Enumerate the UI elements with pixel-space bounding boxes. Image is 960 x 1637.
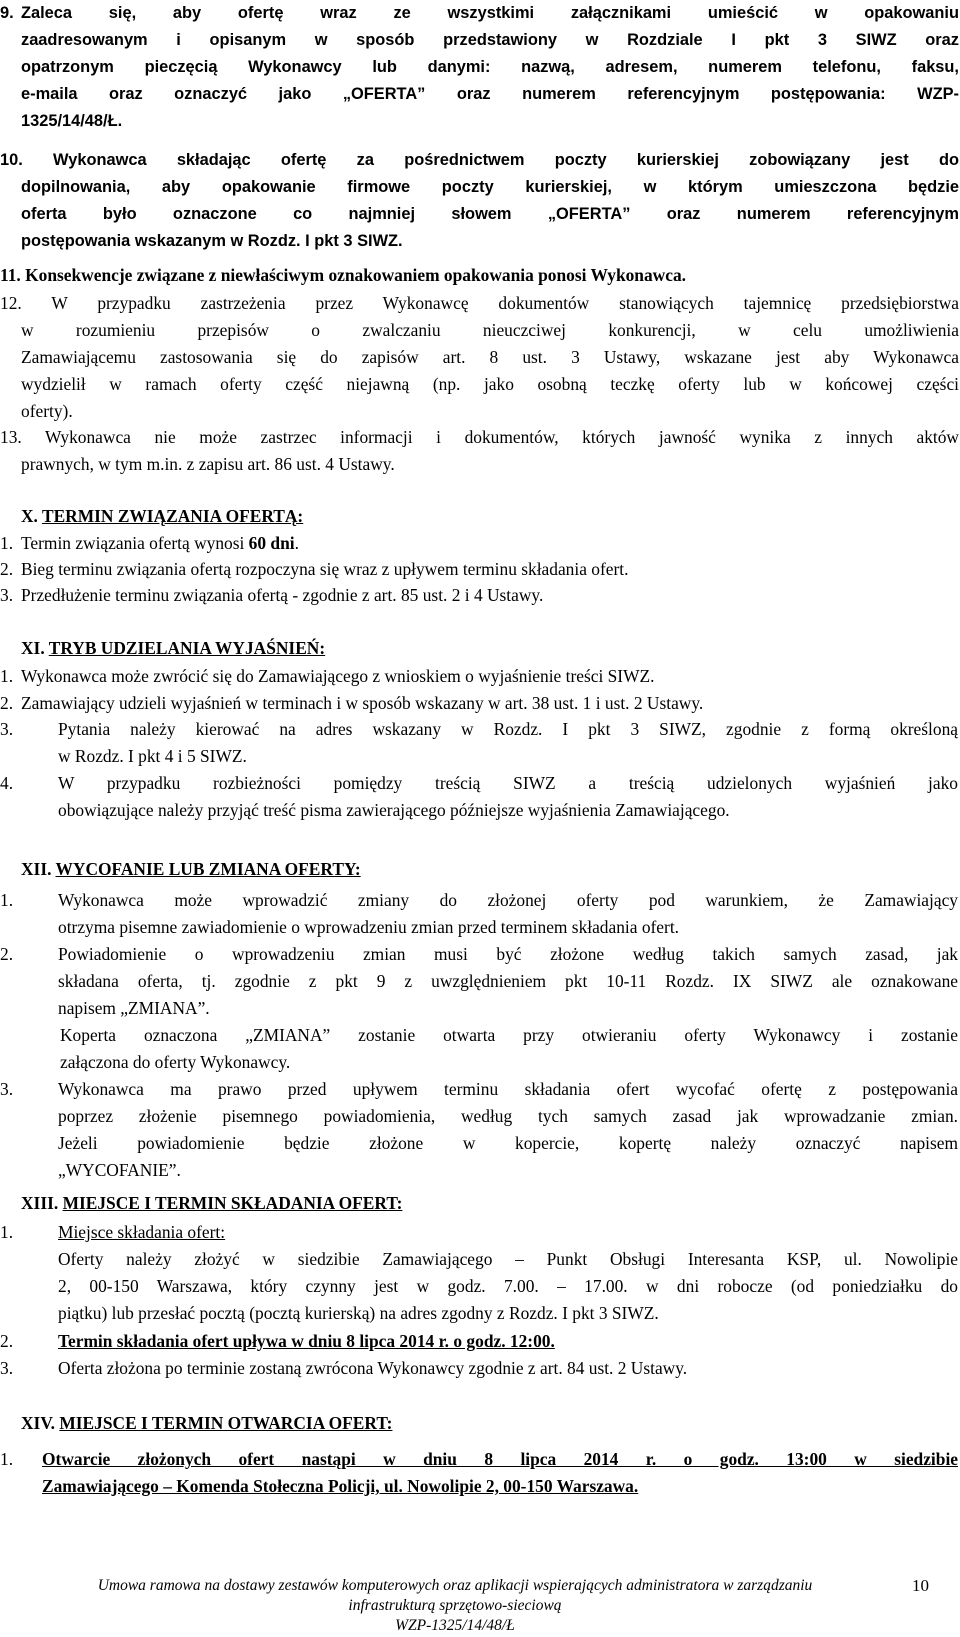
text-line: „WYCOFANIE”. xyxy=(58,1160,181,1180)
paragraph-number: 9. xyxy=(0,4,14,22)
text-line: zaadresowanym i opisanym w sposób przedstawiony w Rozdziale I pkt 3 SIWZ oraz xyxy=(21,31,959,49)
text-line: Powiadomienie o wprowadzeniu zmian musi być złożone według takich samych zasad, jak xyxy=(58,944,958,964)
text-line: Bieg terminu związania ofertą rozpoczyna się wraz z upływem terminu składania ofert. xyxy=(21,559,629,579)
paragraph-10 xyxy=(0,147,959,255)
item-number: 2. xyxy=(0,559,14,579)
text-line: Wykonawca może zwrócić się do Zamawiającego z wnioskiem o wyjaśnienie treści SIWZ. xyxy=(21,666,655,686)
section-number: XIII. xyxy=(21,1193,59,1213)
text-fragment: . xyxy=(294,533,299,553)
section-xii-item-2-note xyxy=(60,1022,958,1076)
footer-line: infrastrukturą sprzętowo-sieciową xyxy=(348,1597,562,1614)
text-line: w rozumieniu przepisów o zwalczaniu nieuczciwej konkurencji, w celu umożliwienia xyxy=(21,320,959,340)
text-line: opatrzonym pieczęcią Wykonawcy lub danymi: nazwą, adresem, numerem telefonu, faksu, xyxy=(21,58,959,76)
section-x-item-3 xyxy=(0,582,959,609)
text-line: 10. Wykonawca składając ofertę za pośrednictwem poczty kurierskiej zobowiązany jest do xyxy=(0,151,959,169)
item-number: 3. xyxy=(0,585,14,605)
text-line: 12. W przypadku zastrzeżenia przez Wykonawcę dokumentów stanowiących tajemnicę przedsiębiorstwa xyxy=(0,293,959,313)
paragraph-9 xyxy=(0,0,959,135)
section-title: TRYB UDZIELANIA WYJAŚNIEŃ: xyxy=(48,638,326,658)
text-line: postępowania wskazanym w Rozdz. I pkt 3 SIWZ. xyxy=(21,232,403,250)
item-number: 1. xyxy=(0,533,14,553)
section-xi-item-2 xyxy=(0,690,959,717)
section-title: MIEJSCE I TERMIN SKŁADANIA OFERT: xyxy=(62,1193,403,1213)
text-line: poprzez złożenie pisemnego powiadomienia, według tych samych zasad jak wprowadzanie zmian. xyxy=(58,1106,958,1126)
section-xiii-item-3 xyxy=(0,1355,958,1382)
text-line: Koperta oznaczona „ZMIANA” zostanie otwarta przy otwieraniu oferty Wykonawcy i zostanie xyxy=(60,1025,958,1045)
text-line: W przypadku rozbieżności pomiędzy treścią SIWZ a treścią udzielonych wyjaśnień jako xyxy=(58,773,958,793)
text-line: 1325/14/48/Ł. xyxy=(21,112,123,130)
text-line: napisem „ZMIANA”. xyxy=(58,998,210,1018)
section-title: TERMIN ZWIĄZANIA OFERTĄ: xyxy=(41,506,304,526)
opening-text: Zamawiającego – Komenda Stołeczna Policji, ul. Nowolipie 2, 00-150 Warszawa. xyxy=(42,1476,639,1496)
opening-text: Otwarcie złożonych ofert nastąpi w dniu 8 lipca 2014 r. o godz. 13:00 w siedzibie xyxy=(42,1449,958,1469)
item-number: 2. xyxy=(0,944,14,964)
text-line: wydzielił w ramach oferty część niejawną (np. jako osobną teczkę oferty lub w końcowej części xyxy=(21,374,959,394)
text-line: oferty). xyxy=(21,401,73,421)
text-line: dopilnowania, aby opakowanie firmowe poczty kurierskiej, w którym umieszczona będzie xyxy=(21,178,959,196)
item-number: 1. xyxy=(0,666,14,686)
text-line: Pytania należy kierować na adres wskazany w Rozdz. I pkt 3 SIWZ, zgodnie z formą określoną xyxy=(58,719,958,739)
item-number: 3. xyxy=(0,719,14,739)
text-line: Wykonawca ma prawo przed upływem terminu składania ofert wycofać ofertę z postępowania xyxy=(58,1079,958,1099)
section-xiv-heading xyxy=(21,1410,392,1437)
item-number: 3. xyxy=(0,1358,14,1378)
footer-reference: WZP-1325/14/48/Ł xyxy=(395,1617,515,1634)
section-number: XI. xyxy=(21,638,45,658)
text-line: 11. Konsekwencje związane z niewłaściwym oznakowaniem opakowania ponosi Wykonawca. xyxy=(0,265,686,285)
section-xi-item-1 xyxy=(0,663,959,690)
section-xiii-item-1 xyxy=(0,1219,958,1327)
text-line: Oferty należy złożyć w siedzibie Zamawiającego – Punkt Obsługi Interesanta KSP, ul. Nowolipie xyxy=(58,1249,958,1269)
text-line: obowiązujące należy przyjąć treść pisma zawierającego późniejsze wyjaśnienia Zamawiającego. xyxy=(58,800,730,820)
section-xi-item-4 xyxy=(0,770,958,824)
section-number: XIV. xyxy=(21,1413,55,1433)
text-line: oferta było oznaczone co najmniej słowem „OFERTA” oraz numerem referencyjnym xyxy=(21,205,959,223)
item-number: 4. xyxy=(0,773,14,793)
text-line: Jeżeli powiadomienie będzie złożone w kopercie, kopertę należy oznaczyć napisem xyxy=(58,1133,958,1153)
item-number: 1. xyxy=(0,890,14,910)
item-heading: Miejsce składania ofert: xyxy=(58,1222,226,1242)
footer-line: Umowa ramowa na dostawy zestawów komputerowych oraz aplikacji wspierających administratora w zarządzaniu xyxy=(97,1577,813,1594)
paragraph-12 xyxy=(0,290,959,425)
deadline-text: Termin składania ofert upływa w dniu 8 lipca 2014 r. o godz. 12:00. xyxy=(58,1331,555,1351)
text-line: Zamawiającemu zastosowania się do zapisów art. 8 ust. 3 Ustawy, wskazane jest aby Wykonawca xyxy=(21,347,959,367)
text-line: Wykonawca może wprowadzić zmiany do złożonej oferty pod warunkiem, że Zamawiający xyxy=(58,890,958,910)
item-number: 1. xyxy=(0,1449,14,1469)
item-number: 1. xyxy=(0,1222,14,1242)
text-line: prawnych, w tym m.in. z zapisu art. 86 ust. 4 Ustawy. xyxy=(21,454,395,474)
item-number: 3. xyxy=(0,1079,14,1099)
text-line: składana oferta, tj. zgodnie z pkt 9 z uwzględnieniem pkt 10-11 Rozdz. IX SIWZ ale oznakowane xyxy=(58,971,958,991)
text-line: w Rozdz. I pkt 4 i 5 SIWZ. xyxy=(58,746,247,766)
section-xii-item-3 xyxy=(0,1076,958,1184)
text-line: Zaleca się, aby ofertę wraz ze wszystkimi załącznikami umieścić w opakowaniu xyxy=(21,4,959,22)
section-title: MIEJSCE I TERMIN OTWARCIA OFERT: xyxy=(59,1413,393,1433)
section-xii-item-1 xyxy=(0,887,958,941)
section-xi-heading xyxy=(21,635,325,662)
section-x-item-2 xyxy=(0,556,959,583)
bold-value: 60 dni xyxy=(248,533,295,553)
text-line: załączona do oferty Wykonawcy. xyxy=(60,1052,291,1072)
text-line: Oferta złożona po terminie zostaną zwrócona Wykonawcy zgodnie z art. 84 ust. 2 Ustawy. xyxy=(58,1358,688,1378)
text-line: Przedłużenie terminu związania ofertą - zgodnie z art. 85 ust. 2 i 4 Ustawy. xyxy=(21,585,544,605)
section-xiii-item-2 xyxy=(0,1328,958,1355)
section-xiv-item-1 xyxy=(0,1446,958,1500)
page-number: 10 xyxy=(912,1576,929,1595)
section-number: XII. xyxy=(21,859,52,879)
page-footer xyxy=(0,1576,910,1636)
section-xi-item-3 xyxy=(0,716,958,770)
text-line: Zamawiający udzieli wyjaśnień w terminach i w sposób wskazany w art. 38 ust. 1 i ust. 2 Ustawy. xyxy=(21,693,704,713)
section-xiii-heading xyxy=(21,1190,402,1217)
section-x-item-1 xyxy=(0,530,959,557)
section-number: X. xyxy=(21,506,38,526)
paragraph-13 xyxy=(0,424,959,478)
text-line: piątku) lub przesłać pocztą (pocztą kurierską) na adres zgodny z Rozdz. I pkt 3 SIWZ. xyxy=(58,1303,659,1323)
section-xii-item-2 xyxy=(0,941,958,1022)
item-number: 2. xyxy=(0,693,14,713)
section-x-heading xyxy=(21,503,303,530)
text-line: 2, 00-150 Warszawa, który czynny jest w godz. 7.00. – 17.00. w dni robocze (od poniedziałku do xyxy=(58,1276,958,1296)
text-line: e-maila oraz oznaczyć jako „OFERTA” oraz numerem referencyjnym postępowania: WZP- xyxy=(21,85,959,103)
text-line: otrzyma pisemne zawiadomienie o wprowadzeniu zmian przed terminem składania ofert. xyxy=(58,917,679,937)
paragraph-11 xyxy=(0,262,959,289)
item-number: 2. xyxy=(0,1331,14,1351)
text-fragment: Termin związania ofertą wynosi xyxy=(21,533,249,553)
section-xii-heading xyxy=(21,856,361,883)
text-line: 13. Wykonawca nie może zastrzec informacji i dokumentów, których jawność wynika z innych aktów xyxy=(0,427,959,447)
section-title: WYCOFANIE LUB ZMIANA OFERTY: xyxy=(55,859,361,879)
